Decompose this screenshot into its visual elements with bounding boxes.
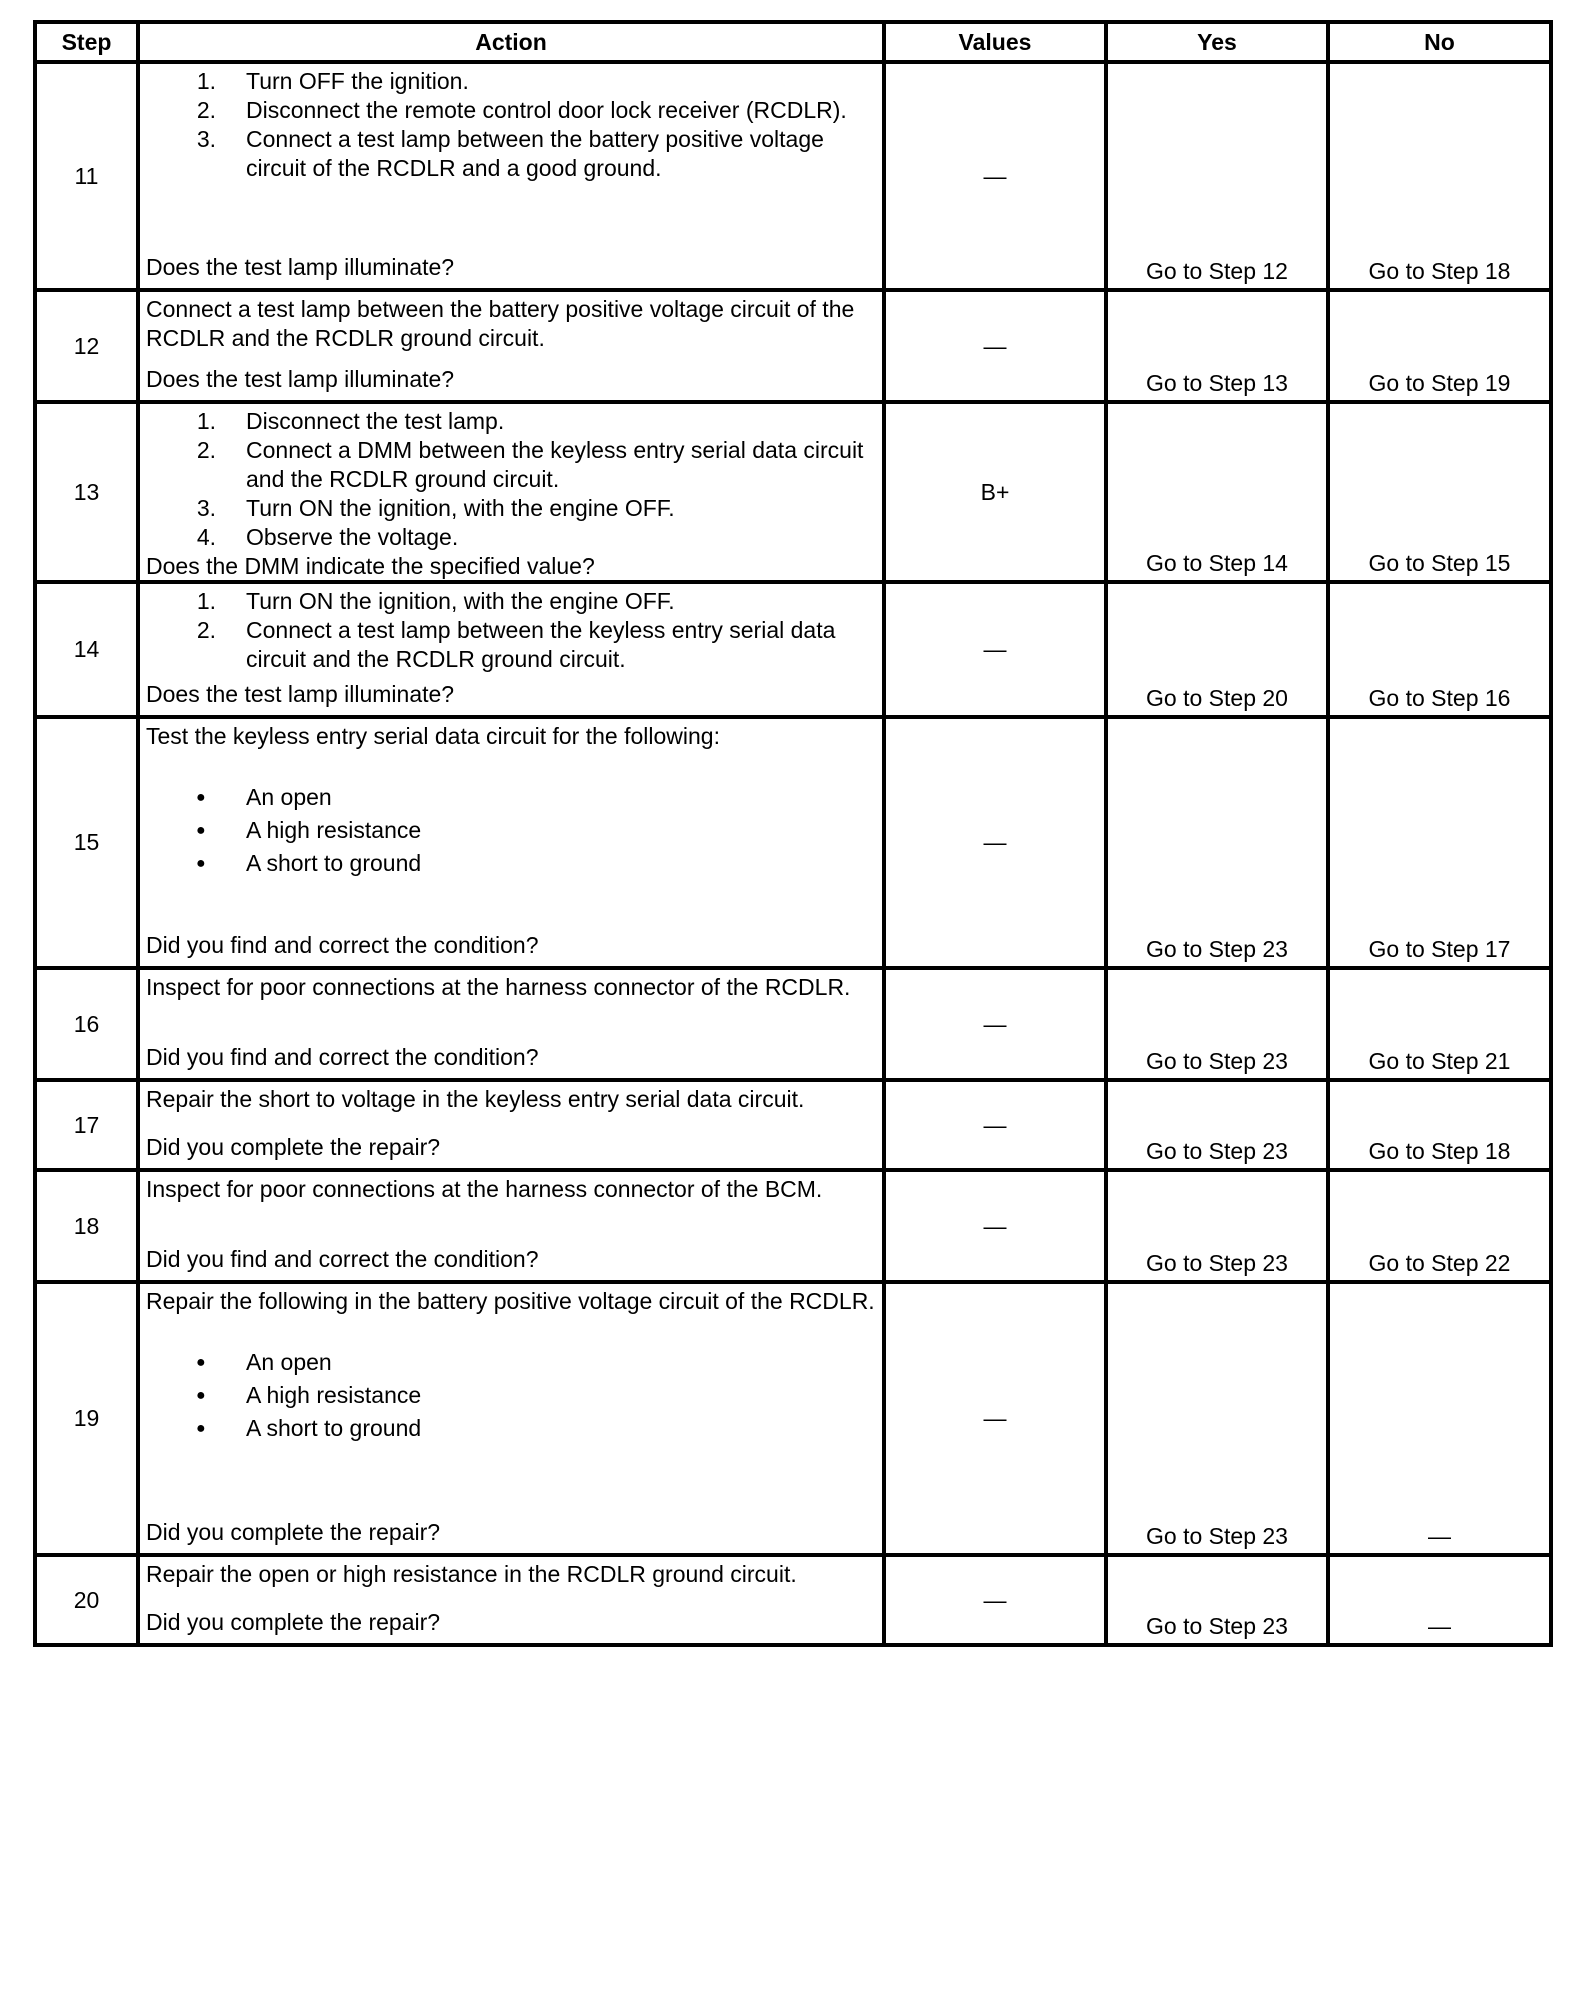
header-row [35, 22, 1551, 62]
action-instructions [146, 1175, 876, 1204]
value-cell: — [884, 717, 1106, 968]
action-content [140, 584, 882, 711]
no-goto: Go to Step 18 [1368, 258, 1511, 284]
table-row [35, 62, 1551, 290]
action-instructions [146, 295, 876, 353]
action-instructions [146, 973, 876, 1002]
yes-cell [1106, 1170, 1328, 1282]
action-content [140, 64, 882, 284]
numbered-step [146, 494, 876, 523]
no-cell [1328, 62, 1551, 290]
numbered-step [146, 125, 876, 183]
value-cell: — [884, 290, 1106, 402]
action-content [140, 1284, 882, 1549]
no-cell [1328, 582, 1551, 717]
no-cell [1328, 402, 1551, 582]
bullet-text: A high resistance [246, 1382, 422, 1408]
no-cell [1328, 1282, 1551, 1555]
action-cell [138, 1170, 884, 1282]
yes-goto: Go to Step 23 [1146, 1523, 1288, 1549]
step-index: 2. [196, 97, 216, 123]
bullet-text: A high resistance [246, 817, 422, 843]
numbered-step [146, 96, 876, 125]
table-row [35, 1170, 1551, 1282]
no-goto: Go to Step 21 [1368, 1048, 1511, 1074]
bullet-item [146, 1379, 876, 1412]
yes-goto: Go to Step 23 [1146, 1048, 1288, 1074]
action-content [140, 1172, 882, 1276]
action-question: Did you find and correct the condition? [146, 1246, 539, 1272]
yes-goto: Go to Step 23 [1146, 1250, 1288, 1276]
step-number: 17 [35, 1080, 138, 1170]
table-row [35, 1282, 1551, 1555]
action-intro: Repair the open or high resistance in the RCDLR ground circuit. [146, 1561, 797, 1587]
bullet-item [146, 1346, 876, 1379]
action-intro: Repair the short to voltage in the keyless entry serial data circuit. [146, 1086, 805, 1112]
step-text: Disconnect the test lamp. [246, 408, 505, 434]
no-cell [1328, 1170, 1551, 1282]
bullet-item [146, 847, 876, 880]
yes-goto: Go to Step 20 [1146, 685, 1288, 711]
bullet-icon: ● [196, 1354, 206, 1371]
bullet-list [146, 1346, 876, 1445]
action-question: Does the test lamp illuminate? [146, 366, 455, 392]
step-index: 1. [196, 68, 216, 94]
action-instructions [146, 1085, 876, 1114]
bullet-text: A short to ground [246, 850, 422, 876]
no-cell [1328, 968, 1551, 1080]
header-yes: Yes [1106, 22, 1328, 62]
action-content [140, 404, 882, 579]
yes-cell [1106, 1282, 1328, 1555]
step-text: Turn ON the ignition, with the engine OFF. [246, 495, 675, 521]
step-index: 3. [196, 495, 216, 521]
no-goto: Go to Step 17 [1368, 936, 1511, 962]
step-number: 20 [35, 1555, 138, 1645]
bullet-list [146, 781, 876, 880]
action-cell [138, 1555, 884, 1645]
yes-goto: Go to Step 23 [1146, 936, 1288, 962]
no-cell [1328, 717, 1551, 968]
action-cell [138, 1080, 884, 1170]
bullet-item [146, 781, 876, 814]
action-intro: Repair the following in the battery positive voltage circuit of the RCDLR. [146, 1288, 875, 1314]
value-cell: — [884, 62, 1106, 290]
step-text: Disconnect the remote control door lock receiver (RCDLR). [246, 97, 847, 123]
step-index: 4. [196, 524, 216, 550]
value-cell: B+ [884, 402, 1106, 582]
action-cell [138, 1282, 884, 1555]
value-cell: — [884, 1282, 1106, 1555]
table-row [35, 968, 1551, 1080]
bullet-icon: ● [196, 1420, 206, 1437]
numbered-step [146, 616, 876, 674]
no-goto: — [1428, 1523, 1451, 1549]
bullet-text: An open [246, 1349, 332, 1375]
no-goto: Go to Step 19 [1368, 370, 1511, 396]
bullet-icon: ● [196, 855, 206, 872]
action-content [140, 292, 882, 396]
header-step: Step [35, 22, 138, 62]
step-number: 15 [35, 717, 138, 968]
step-number: 19 [35, 1282, 138, 1555]
action-cell [138, 968, 884, 1080]
bullet-item [146, 814, 876, 847]
yes-cell [1106, 968, 1328, 1080]
action-intro: Inspect for poor connections at the harness connector of the BCM. [146, 1176, 823, 1202]
step-text: Turn ON the ignition, with the engine OFF. [246, 588, 675, 614]
step-text: Turn OFF the ignition. [246, 68, 469, 94]
yes-cell [1106, 717, 1328, 968]
yes-goto: Go to Step 13 [1146, 370, 1288, 396]
numbered-step [146, 407, 876, 436]
table-row [35, 582, 1551, 717]
step-number: 11 [35, 62, 138, 290]
action-instructions [146, 1560, 876, 1589]
bullet-icon: ● [196, 789, 206, 806]
value-cell: — [884, 1080, 1106, 1170]
no-goto: Go to Step 16 [1368, 685, 1511, 711]
action-intro: Test the keyless entry serial data circuit for the following: [146, 723, 720, 749]
step-index: 1. [196, 588, 216, 614]
action-instructions [146, 407, 876, 552]
table-row [35, 717, 1551, 968]
action-instructions [146, 587, 876, 674]
yes-goto: Go to Step 23 [1146, 1613, 1288, 1639]
value-cell: — [884, 1170, 1106, 1282]
yes-cell [1106, 1555, 1328, 1645]
action-intro: Connect a test lamp between the battery positive voltage circuit of the RCDLR and the RCDLR ground circuit. [146, 296, 855, 351]
action-question: Did you find and correct the condition? [146, 932, 539, 958]
yes-goto: Go to Step 12 [1146, 258, 1288, 284]
action-content [140, 1557, 882, 1639]
diagnostic-table-sheet [33, 20, 1549, 1647]
yes-goto: Go to Step 14 [1146, 550, 1288, 576]
yes-cell [1106, 402, 1328, 582]
header-no: No [1328, 22, 1551, 62]
step-index: 2. [196, 437, 216, 463]
action-cell [138, 402, 884, 582]
no-goto: Go to Step 18 [1368, 1138, 1511, 1164]
action-cell [138, 62, 884, 290]
step-index: 2. [196, 617, 216, 643]
no-goto: — [1428, 1613, 1451, 1639]
no-cell [1328, 290, 1551, 402]
step-text: Observe the voltage. [246, 524, 459, 550]
action-instructions [146, 67, 876, 183]
step-text: Connect a test lamp between the keyless entry serial data circuit and the RCDLR ground circuit. [246, 617, 836, 672]
table-row [35, 290, 1551, 402]
action-question: Did you complete the repair? [146, 1519, 441, 1545]
numbered-step [146, 436, 876, 494]
numbered-step [146, 587, 876, 616]
step-number: 16 [35, 968, 138, 1080]
yes-goto: Go to Step 23 [1146, 1138, 1288, 1164]
numbered-steps [146, 407, 876, 552]
step-number: 12 [35, 290, 138, 402]
bullet-icon: ● [196, 822, 206, 839]
action-cell [138, 717, 884, 968]
value-cell: — [884, 1555, 1106, 1645]
value-cell: — [884, 582, 1106, 717]
numbered-step [146, 523, 876, 552]
no-goto: Go to Step 22 [1368, 1250, 1511, 1276]
step-index: 3. [196, 126, 216, 152]
step-number: 13 [35, 402, 138, 582]
action-content [140, 719, 882, 962]
action-question: Did you complete the repair? [146, 1609, 441, 1635]
step-number: 14 [35, 582, 138, 717]
action-instructions [146, 722, 876, 880]
bullet-item [146, 1412, 876, 1445]
no-cell [1328, 1080, 1551, 1170]
action-question: Does the test lamp illuminate? [146, 681, 455, 707]
table-row [35, 1080, 1551, 1170]
step-text: Connect a test lamp between the battery positive voltage circuit of the RCDLR and a good ground. [246, 126, 824, 181]
step-text: Connect a DMM between the keyless entry serial data circuit and the RCDLR ground circuit. [246, 437, 864, 492]
action-content [140, 970, 882, 1074]
table-row [35, 1555, 1551, 1645]
numbered-steps [146, 587, 876, 674]
action-question: Did you complete the repair? [146, 1134, 441, 1160]
action-intro: Inspect for poor connections at the harness connector of the RCDLR. [146, 974, 851, 1000]
action-cell [138, 290, 884, 402]
yes-cell [1106, 62, 1328, 290]
bullet-text: A short to ground [246, 1415, 422, 1441]
yes-cell [1106, 1080, 1328, 1170]
value-cell: — [884, 968, 1106, 1080]
no-goto: Go to Step 15 [1368, 550, 1511, 576]
bullet-text: An open [246, 784, 332, 810]
step-number: 18 [35, 1170, 138, 1282]
action-question: Does the DMM indicate the specified value? [146, 553, 595, 579]
header-action: Action [138, 22, 884, 62]
action-cell [138, 582, 884, 717]
table-body [35, 62, 1551, 1645]
header-values: Values [884, 22, 1106, 62]
numbered-step [146, 67, 876, 96]
diagnostic-table [33, 20, 1553, 1647]
action-instructions [146, 1287, 876, 1445]
yes-cell [1106, 582, 1328, 717]
action-question: Did you find and correct the condition? [146, 1044, 539, 1070]
action-content [140, 1082, 882, 1164]
table-row [35, 402, 1551, 582]
numbered-steps [146, 67, 876, 183]
bullet-icon: ● [196, 1387, 206, 1404]
yes-cell [1106, 290, 1328, 402]
action-question: Does the test lamp illuminate? [146, 254, 455, 280]
no-cell [1328, 1555, 1551, 1645]
step-index: 1. [196, 408, 216, 434]
